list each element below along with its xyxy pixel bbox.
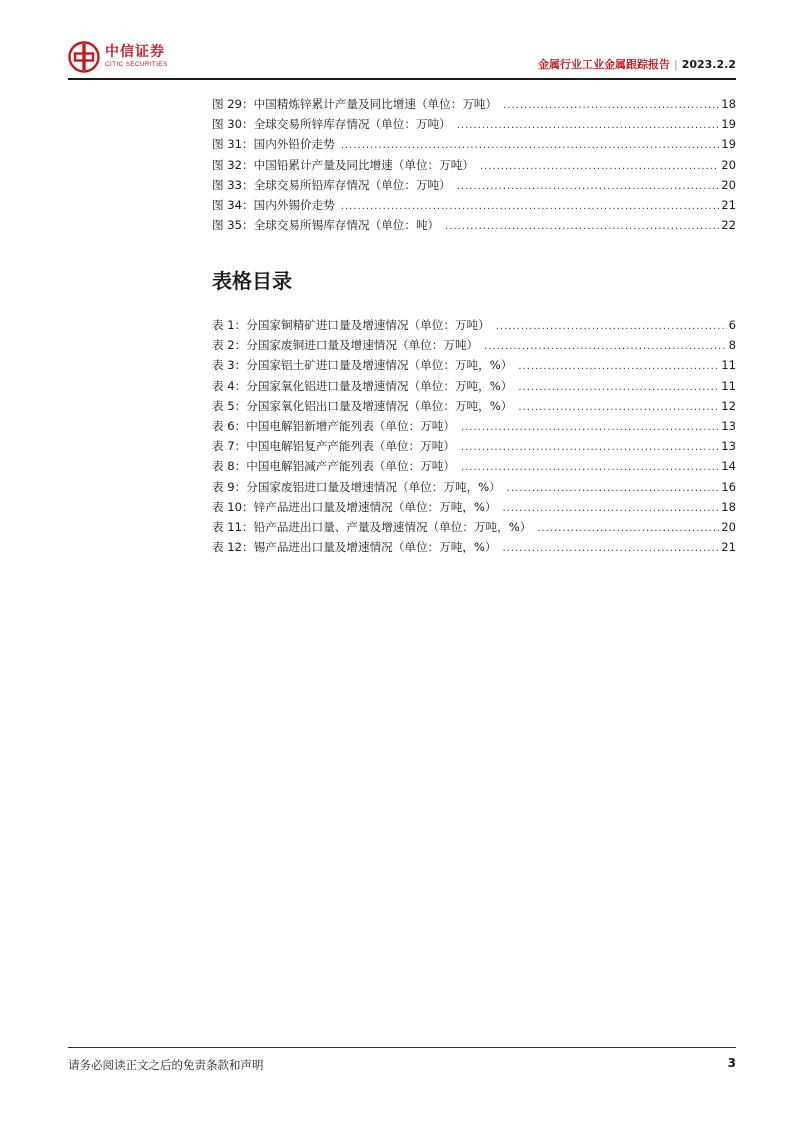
page-number: 3: [727, 1056, 736, 1070]
toc-entry-label: 表 6：中国电解铝新增产能列表（单位：万吨）: [212, 418, 455, 433]
toc-entry-page: 21: [721, 197, 736, 212]
toc-leader-dots: [507, 483, 719, 494]
table-toc-entry[interactable]: [212, 438, 736, 458]
toc-entry-label: 表 10：锌产品进出口量及增速情况（单位：万吨，%）: [212, 499, 497, 514]
table-toc-title: 表格目录: [212, 269, 292, 293]
toc-entry-page: 20: [721, 519, 736, 534]
table-toc-entry[interactable]: [212, 499, 736, 519]
toc-entry-page: 20: [721, 157, 736, 172]
toc-leader-dots: [484, 341, 726, 352]
citic-logo-icon: [68, 41, 100, 73]
toc-entry-page: 19: [721, 137, 736, 152]
table-toc-entry[interactable]: [212, 357, 736, 377]
toc-leader-dots: [341, 140, 719, 151]
toc-entry-page: 8: [728, 338, 736, 353]
figure-toc-entry[interactable]: [212, 136, 736, 156]
header-divider: [68, 78, 736, 80]
company-logo: [68, 40, 168, 74]
toc-entry-label: 图 32：中国铅累计产量及同比增速（单位：万吨）: [212, 157, 474, 172]
toc-entry-label: 图 33：全球交易所铅库存情况（单位：万吨）: [212, 177, 451, 192]
toc-entry-label: 表 1：分国家铜精矿进口量及增速情况（单位：万吨）: [212, 318, 490, 332]
toc-entry-label: 表 7：中国电解铝复产产能列表（单位：万吨）: [212, 439, 455, 454]
toc-leader-dots: [503, 543, 720, 554]
toc-leader-dots: [518, 382, 719, 393]
toc-entry-page: 21: [721, 540, 736, 555]
table-toc-entry[interactable]: [212, 418, 736, 438]
toc-leader-dots: [496, 321, 727, 332]
toc-leader-dots: [518, 361, 719, 372]
table-toc-entry[interactable]: [212, 317, 736, 337]
toc-leader-dots: [461, 442, 719, 453]
toc-entry-label: 表 8：中国电解铝减产产能列表（单位：万吨）: [212, 459, 455, 474]
toc-leader-dots: [457, 120, 720, 131]
report-date: 2023.2.2: [681, 58, 736, 71]
report-title: 金属行业工业金属跟踪报告: [538, 58, 670, 71]
toc-leader-dots: [445, 221, 719, 232]
toc-entry-label: 图 34：国内外锡价走势: [212, 197, 335, 212]
toc-entry-label: 表 11：铅产品进出口量、产量及增速情况（单位：万吨，%）: [212, 519, 532, 534]
toc-leader-dots: [503, 100, 719, 111]
toc-entry-page: 18: [721, 97, 736, 111]
toc-entry-label: 表 9：分国家废铝进口量及增速情况（单位：万吨，%）: [212, 479, 501, 494]
figure-toc-list: [212, 96, 736, 237]
toc-entry-page: 6: [728, 318, 736, 332]
toc-entry-page: 20: [721, 177, 736, 192]
toc-entry-label: 表 5：分国家氧化铝出口量及增速情况（单位：万吨，%）: [212, 398, 513, 413]
footer-divider: [68, 1047, 736, 1048]
toc-leader-dots: [461, 422, 719, 433]
toc-leader-dots: [461, 462, 719, 473]
toc-entry-label: 图 30：全球交易所锌库存情况（单位：万吨）: [212, 117, 451, 132]
report-title-bar: 金属行业工业金属跟踪报告 | 2023.2.2: [538, 58, 736, 71]
toc-entry-label: 表 3：分国家铝土矿进口量及增速情况（单位：万吨，%）: [212, 358, 513, 373]
figure-toc-entry[interactable]: [212, 177, 736, 197]
toc-leader-dots: [503, 503, 720, 514]
table-toc-entry[interactable]: [212, 479, 736, 499]
table-toc-entry[interactable]: [212, 398, 736, 418]
toc-entry-page: 19: [721, 117, 736, 132]
table-toc-entry[interactable]: [212, 337, 736, 357]
toc-entry-label: 表 12：锡产品进出口量及增速情况（单位：万吨，%）: [212, 540, 497, 555]
table-toc-list: [212, 317, 736, 559]
toc-leader-dots: [457, 181, 720, 192]
toc-entry-page: 18: [721, 499, 736, 514]
toc-leader-dots: [537, 523, 719, 534]
toc-entry-label: 图 31：国内外铅价走势: [212, 137, 335, 152]
toc-entry-page: 14: [721, 459, 736, 474]
table-toc-entry[interactable]: [212, 458, 736, 478]
figure-toc-entry[interactable]: [212, 217, 736, 237]
logo-english-name: CITIC SECURITIES: [105, 61, 168, 69]
toc-entry-page: 22: [721, 218, 736, 233]
toc-leader-dots: [480, 161, 719, 172]
toc-entry-label: 图 29：中国精炼锌累计产量及同比增速（单位：万吨）: [212, 97, 498, 111]
table-toc-entry[interactable]: [212, 378, 736, 398]
toc-entry-page: 12: [721, 398, 736, 413]
figure-toc-entry[interactable]: [212, 96, 736, 116]
toc-entry-page: 11: [721, 358, 736, 373]
logo-chinese-name: 中信证券: [105, 44, 165, 61]
toc-leader-dots: [518, 402, 719, 413]
footer-disclaimer: 请务必阅读正文之后的免责条款和声明: [68, 1058, 264, 1072]
figure-toc-entry[interactable]: [212, 197, 736, 217]
toc-leader-dots: [341, 201, 719, 212]
toc-entry-page: 16: [721, 479, 736, 494]
figure-toc-entry[interactable]: [212, 116, 736, 136]
page-header: [68, 40, 736, 76]
toc-entry-page: 13: [721, 439, 736, 454]
toc-entry-label: 表 2：分国家废铜进口量及增速情况（单位：万吨）: [212, 338, 479, 353]
toc-entry-label: 表 4：分国家氧化铝进口量及增速情况（单位：万吨，%）: [212, 378, 513, 393]
toc-entry-page: 11: [721, 378, 736, 393]
figure-toc-entry[interactable]: [212, 157, 736, 177]
toc-entry-page: 13: [721, 418, 736, 433]
toc-entry-label: 图 35：全球交易所锡库存情况（单位：吨）: [212, 218, 440, 233]
table-toc-entry[interactable]: [212, 519, 736, 539]
table-toc-entry[interactable]: [212, 539, 736, 559]
